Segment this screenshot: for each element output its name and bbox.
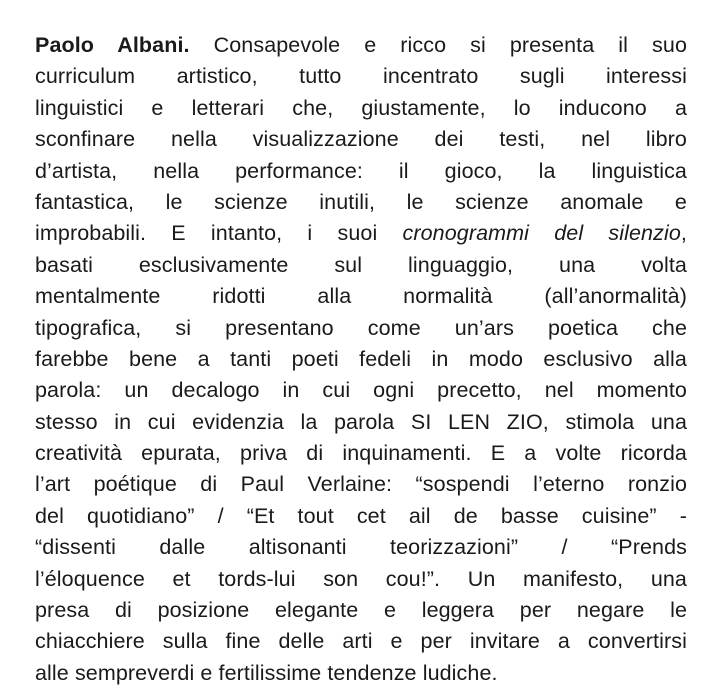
text-segment: farebbe bene a tanti poeti fedeli in modo esclusivo alla [35,346,687,371]
text-segment: stesso in cui evidenzia la parola SI LEN ZIO, stimola una [35,409,687,434]
text-line [35,313,687,344]
text-line [35,61,687,92]
text-segment: l’éloquence et tords-lui son cou!”. Un manifesto, una [35,566,687,591]
text-segment: presa di posizione elegante e leggera per negare le [35,598,687,623]
text-line [35,532,687,563]
text-line [35,658,687,689]
text-segment: improbabili. E intanto, i suoi [35,221,403,246]
text-segment: parola: un decalogo in cui ogni precetto, nel momento [35,378,687,403]
text-line [35,187,687,218]
text-segment: del quotidiano” / “Et tout cet ail de basse cuisine” - [35,503,687,528]
text-segment: , [680,221,687,246]
text-segment: creatività epurata, priva di inquinamenti. E a volte ricorda [35,441,687,466]
text-line [35,626,687,657]
text-line [35,564,687,595]
text-segment: curriculum artistico, tutto incentrato sugli interessi [35,64,687,89]
article-paragraph [35,30,687,689]
text-line [35,156,687,187]
text-segment: “dissenti dalle altisonanti teorizzazioni” / “Prends [35,535,687,560]
text-line [35,438,687,469]
text-line [35,407,687,438]
text-segment: alle sempreverdi e fertilissime tendenze ludiche. [35,660,498,685]
text-segment: mentalmente ridotti alla normalità (all’anormalità) [35,284,687,309]
text-line [35,344,687,375]
text-segment: linguistici e letterari che, giustamente, lo inducono a [35,95,687,120]
text-line [35,250,687,281]
text-line [35,375,687,406]
text-segment: d’artista, nella performance: il gioco, la linguistica [35,158,687,183]
text-segment: chiacchiere sulla fine delle arti e per invitare a convertirsi [35,629,687,654]
text-line [35,124,687,155]
author-name: Paolo Albani. [35,33,190,57]
text-segment: l’art poétique di Paul Verlaine: “sospendi l’eterno ronzio [35,472,687,497]
italic-title: cronogrammi del silenzio [402,221,681,246]
text-line [35,218,687,249]
text-segment: fantastica, le scienze inutili, le scienze anomale e [35,189,687,214]
text-line [35,469,687,500]
text-line [35,30,687,61]
text-segment: Consapevole e ricco si presenta il suo [189,33,688,57]
text-line [35,93,687,124]
text-segment: tipografica, si presentano come un’ars poetica che [35,315,687,340]
text-line [35,281,687,312]
text-line [35,501,687,532]
text-segment: sconfinare nella visualizzazione dei testi, nel libro [35,127,687,152]
text-segment: basati esclusivamente sul linguaggio, una volta [35,252,687,277]
text-line [35,595,687,626]
